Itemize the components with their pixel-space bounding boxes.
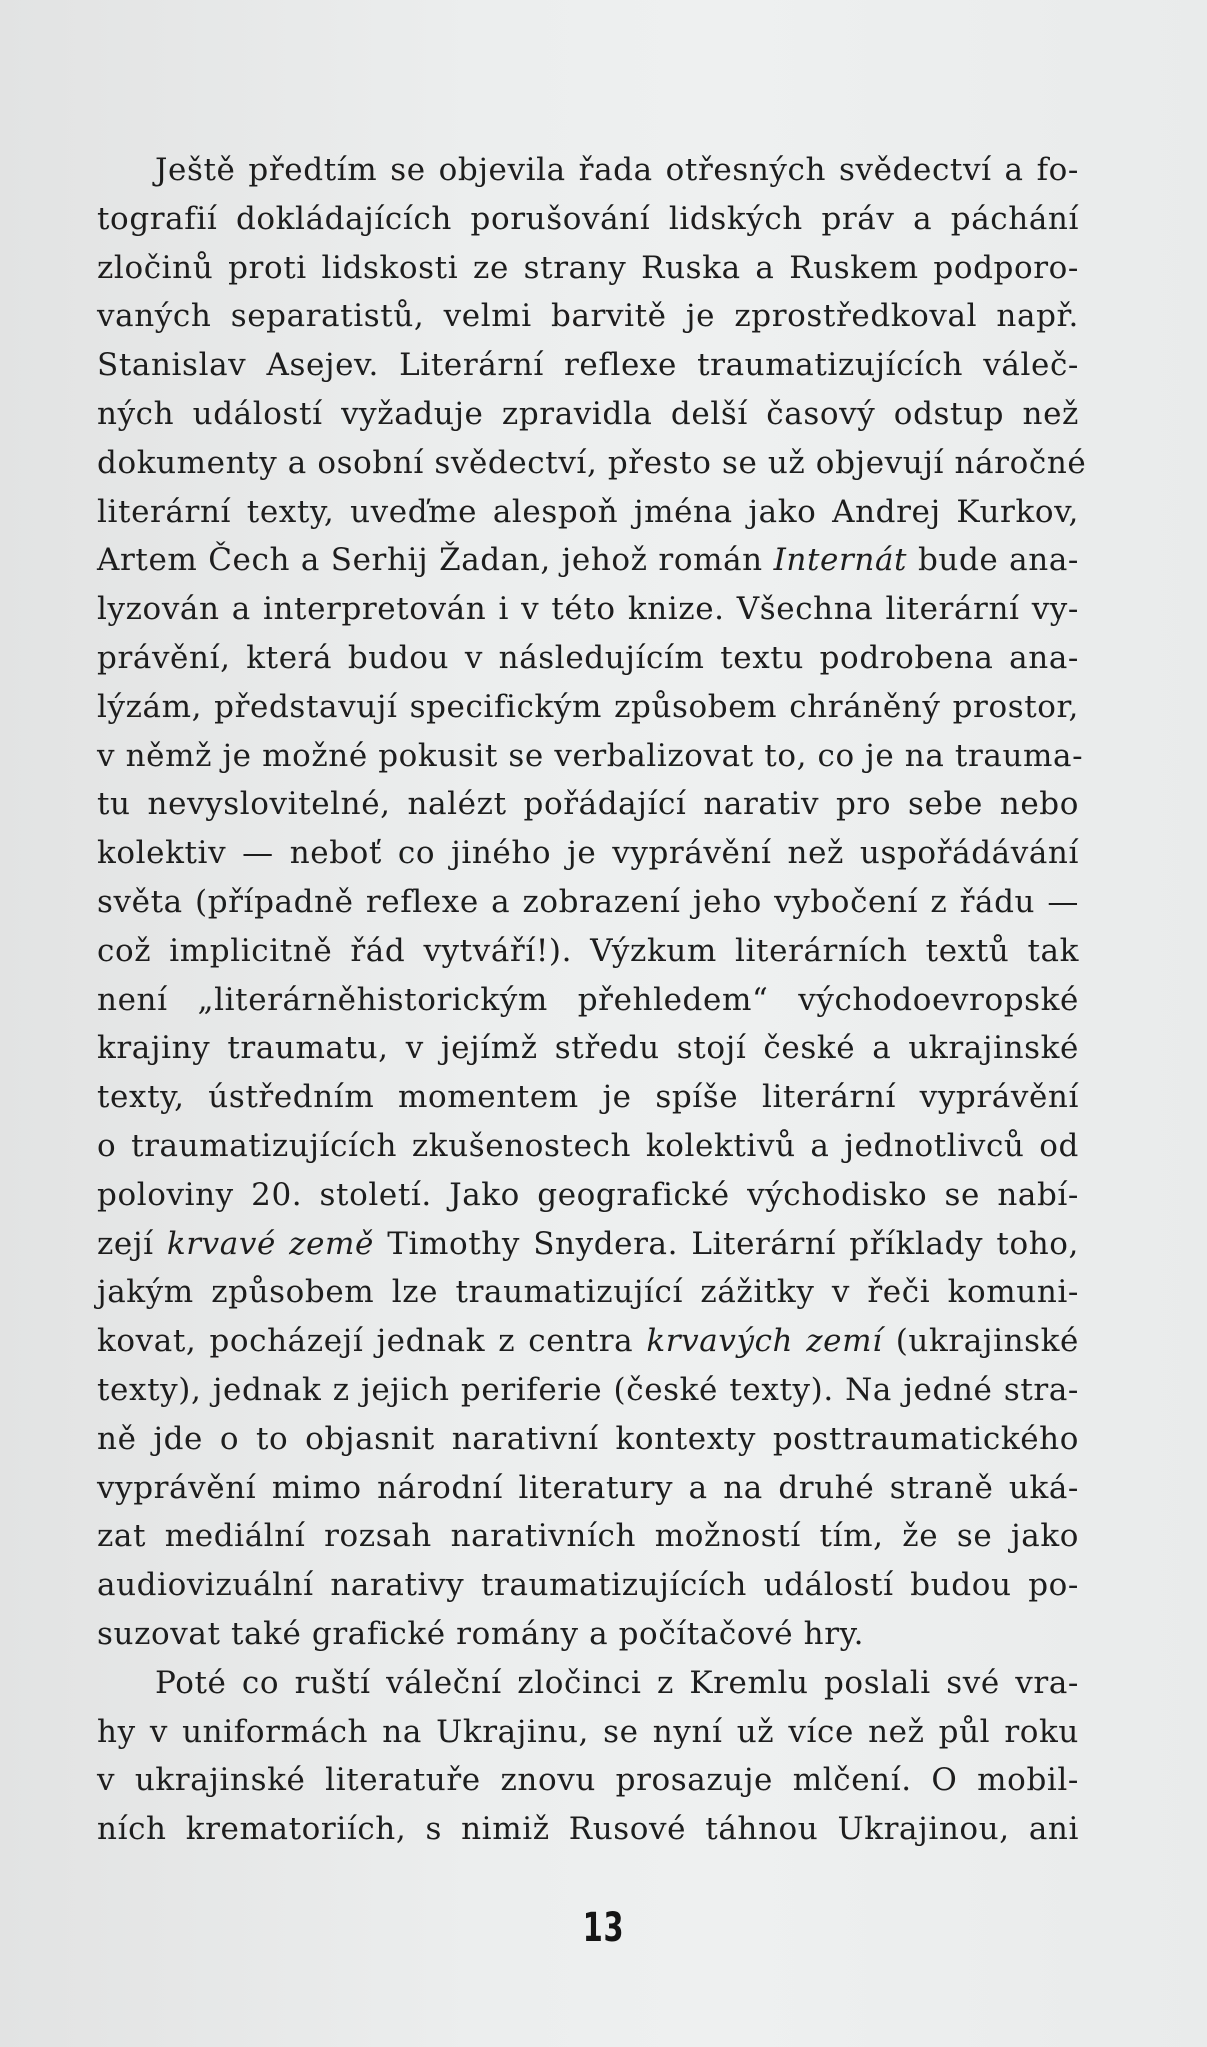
text-line: kolektiv — neboť co jiného je vyprávění než uspořádávání (97, 835, 1079, 872)
text-line (97, 1317, 1079, 1366)
text-line: není „literárněhistorickým přehledem“ východoevropské (97, 981, 1079, 1018)
text-line: krajiny traumatu, v jejímž středu stojí české a ukrajinské (97, 1030, 1079, 1067)
text-line: v němž je možné pokusit se verbalizovat to, co je na trauma- (97, 737, 1084, 774)
body-text (97, 146, 1087, 1854)
term-italic: krvavých zemí (646, 1323, 883, 1360)
paragraph-1 (97, 146, 1087, 1659)
book-title-italic: krvavé země (166, 1225, 374, 1262)
text-run: Timothy Snydera. Literární příklady toho, (373, 1225, 1080, 1262)
text-line: vaných separatistů, velmi barvitě je zprostředkoval např. (97, 298, 1079, 335)
text-line: ných událostí vyžaduje zpravidla delší časový odstup než (97, 395, 1079, 432)
text-line: Poté co ruští váleční zločinci z Kremlu poslali své vra- (155, 1664, 1079, 1701)
text-run: (ukrajinské (882, 1323, 1079, 1360)
text-line: poloviny 20. století. Jako geografické východisko se nabí- (97, 1176, 1079, 1213)
text-line: právění, která budou v následujícím textu podrobena ana- (97, 639, 1079, 676)
text-line: vyprávění mimo národní literatury a na druhé straně uká- (97, 1469, 1079, 1506)
text-line: literární texty, uveďme alespoň jména jako Andrej Kurkov, (97, 493, 1079, 530)
text-line (97, 1220, 1079, 1269)
paragraph-2 (97, 1659, 1079, 1854)
text-line: dokumenty a osobní svědectví, přesto se už objevují náročné (97, 444, 1087, 481)
text-line: texty), jednak z jejich periferie (české texty). Na jedné stra- (97, 1371, 1079, 1408)
text-line: hy v uniformách na Ukrajinu, se nyní už více než půl roku (97, 1713, 1079, 1750)
text-run: Artem Čech a Serhij Žadan, jehož román (97, 542, 774, 579)
text-line: což implicitně řád vytváří!). Výzkum literárních textů tak (97, 932, 1079, 969)
text-line: zločinů proti lidskosti ze strany Ruska a Ruskem podporo- (97, 249, 1079, 286)
text-line: tografií dokládajících porušování lidských práv a páchání (97, 200, 1079, 237)
text-line: o traumatizujících zkušenostech kolektivů a jednotlivců od (97, 1127, 1079, 1164)
text-run: zejí (97, 1225, 167, 1262)
text-line: Stanislav Asejev. Literární reflexe traumatizujících váleč- (97, 347, 1079, 384)
text-line: Ještě předtím se objevila řada otřesných svědectví a fo- (155, 152, 1079, 188)
text-line: lyzován a interpretován i v této knize. Všechna literární vy- (97, 591, 1079, 628)
text-line: zat mediální rozsah narativních možností tím, že se jako (97, 1518, 1079, 1555)
text-line: jakým způsobem lze traumatizující zážitky v řeči komuni- (97, 1274, 1079, 1311)
text-line: suzovat také grafické romány a počítačové hry. (97, 1615, 865, 1652)
text-line: tu nevyslovitelné, nalézt pořádající narativ pro sebe nebo (97, 786, 1079, 823)
text-line (97, 536, 1079, 585)
text-line: ně jde o to objasnit narativní kontexty posttraumatického (97, 1420, 1079, 1457)
text-line: audiovizuální narativy traumatizujících událostí budou po- (97, 1567, 1079, 1604)
text-line: texty, ústředním momentem je spíše literární vyprávění (97, 1079, 1079, 1116)
text-line: ních krematoriích, s nimiž Rusové táhnou Ukrajinou, ani (97, 1811, 1079, 1848)
book-title-italic: Internát (773, 542, 908, 579)
page-number: 13 (582, 1905, 625, 1951)
text-run: kovat, pocházejí jednak z centra (97, 1323, 647, 1360)
text-line: světa (případně reflexe a zobrazení jeho vybočení z řádu — (97, 883, 1079, 920)
text-line: lýzám, představují specifickým způsobem chráněný prostor, (97, 688, 1079, 725)
text-line: v ukrajinské literatuře znovu prosazuje mlčení. O mobil- (97, 1762, 1079, 1799)
text-run: bude ana- (907, 542, 1079, 579)
